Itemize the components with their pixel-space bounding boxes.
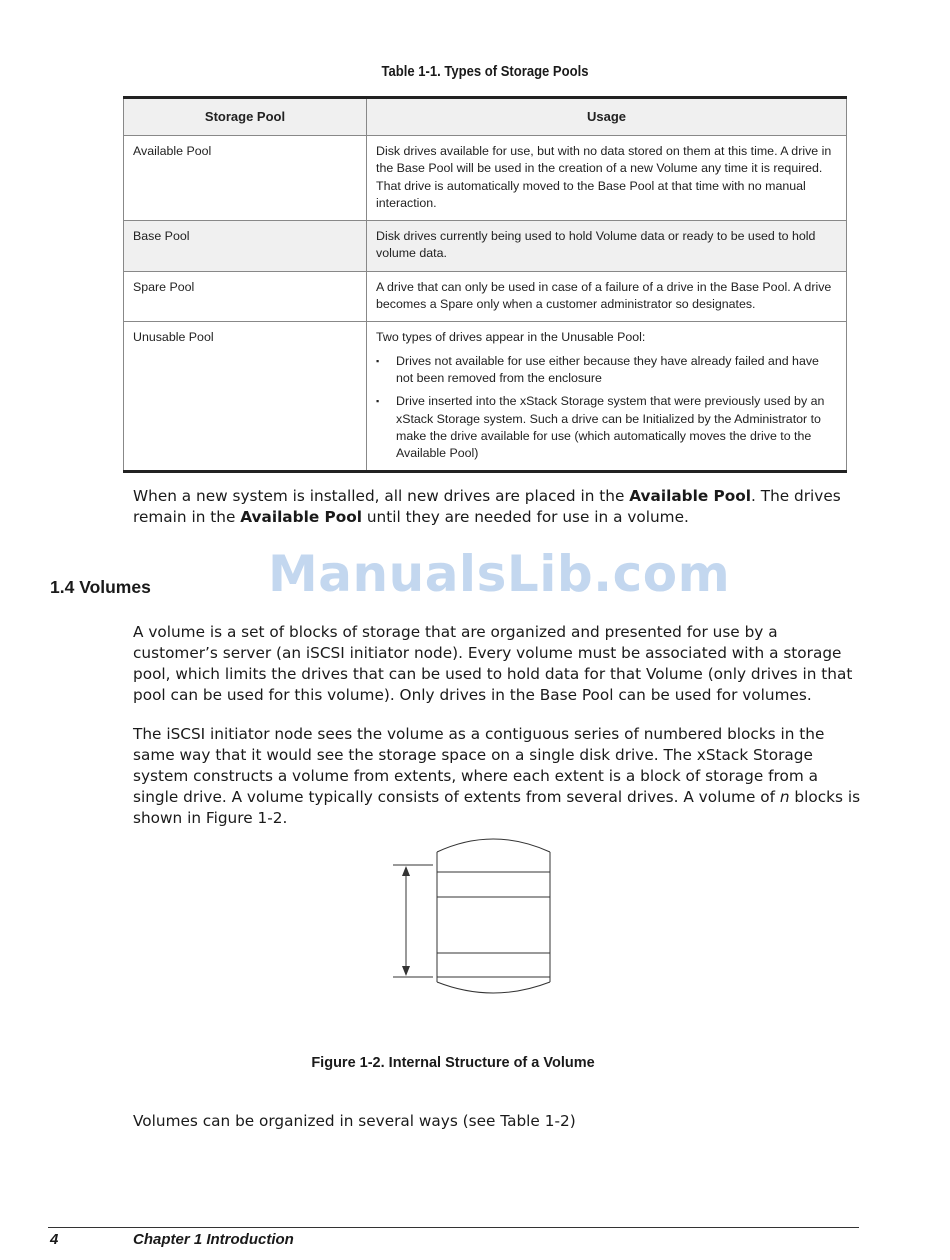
- usage-bullet: ▪ Drives not available for use either because they have already failed and have not been removed from the enclosure: [376, 353, 837, 388]
- text-run: The iSCSI initiator node sees the volume as a contiguous series of numbered blocks in the same way that it would see the storage space on a single disk drive. The xStack Storage system constructs a volume from extents, where each extent is a block of storage from a single drive. A volume typically consists of extents from several drives. A volume of: [133, 725, 825, 806]
- paragraph-new-system: [133, 486, 863, 528]
- volume-block-first: [437, 872, 550, 897]
- volume-block-middle: [437, 897, 550, 953]
- paragraph-volume-definition: A volume is a set of blocks of storage that are organized and presented for use by a customer’s server (an iSCSI initiator node). Every volume must be associated with a storage pool, which limits the drives that can be used to hold data for that Volume (only drives in that pool can be used for this volume). Only drives in the Base Pool can be used for volumes.: [133, 623, 853, 704]
- table-caption: Table 1-1. Types of Storage Pools: [381, 64, 589, 80]
- pool-usage: Disk drives currently being used to hold Volume data or ready to be used to hold volume data.: [367, 221, 847, 272]
- pool-name: Base Pool: [124, 221, 367, 272]
- arrow-head-down: [402, 966, 410, 976]
- italic-term: n: [779, 788, 790, 806]
- pool-usage: Disk drives available for use, but with no data stored on them at this time. A drive in the Base Pool will be used in the creation of a new Volume any time it is required. That drive is automatically moved to the Base Pool at that time with no manual interaction.: [367, 136, 847, 221]
- column-header-usage: Usage: [367, 98, 847, 136]
- figure-caption: Figure 1-2. Internal Structure of a Volume: [311, 1055, 595, 1071]
- table-row: [124, 221, 847, 272]
- volume-block-last: [437, 953, 550, 977]
- watermark: ManualsLib.com: [268, 545, 731, 603]
- bold-term: Available Pool: [629, 487, 752, 505]
- pool-name: Unusable Pool: [124, 322, 367, 472]
- table-row: [124, 322, 847, 472]
- volume-diagram: [385, 832, 565, 997]
- table-row: [124, 136, 847, 221]
- usage-bullet: ▪ Drive inserted into the xStack Storage system that were previously used by an xStack Storage system. Such a drive can be Initialized by the Administrator to make the drive available for use (which automatically moves the drive to the Available Pool): [376, 393, 837, 462]
- text-run: . The drives remain in the: [133, 487, 841, 526]
- arrow-head-up: [402, 866, 410, 876]
- bold-term: Available Pool: [240, 508, 362, 526]
- pool-name: Spare Pool: [124, 271, 367, 322]
- storage-pools-table: [123, 96, 847, 473]
- pool-usage-cell: [367, 322, 847, 472]
- section-heading: 1.4 Volumes: [50, 577, 151, 597]
- paragraph-volume-organization: Volumes can be organized in several ways (see Table 1-2): [133, 1112, 576, 1130]
- column-header-storage-pool: Storage Pool: [124, 98, 367, 136]
- pool-usage: A drive that can only be used in case of a failure of a drive in the Base Pool. A drive becomes a Spare only when a customer administrator so designates.: [367, 271, 847, 322]
- page-number: 4: [50, 1231, 59, 1248]
- pool-name: Available Pool: [124, 136, 367, 221]
- table-row: [124, 271, 847, 322]
- footer-divider: [48, 1227, 859, 1228]
- volume-bottom-cap: [437, 982, 550, 993]
- pool-usage: Two types of drives appear in the Unusable Pool:: [376, 330, 646, 345]
- volume-top-cap: [437, 839, 550, 852]
- table-header-row: [124, 98, 847, 136]
- paragraph-volume-structure: [133, 724, 863, 829]
- text-run: until they are needed for use in a volume.: [362, 508, 689, 526]
- text-run: blocks is shown in Figure 1-2.: [133, 788, 861, 827]
- text-run: When a new system is installed, all new drives are placed in the: [133, 487, 630, 505]
- chapter-title: Chapter 1 Introduction: [133, 1231, 294, 1248]
